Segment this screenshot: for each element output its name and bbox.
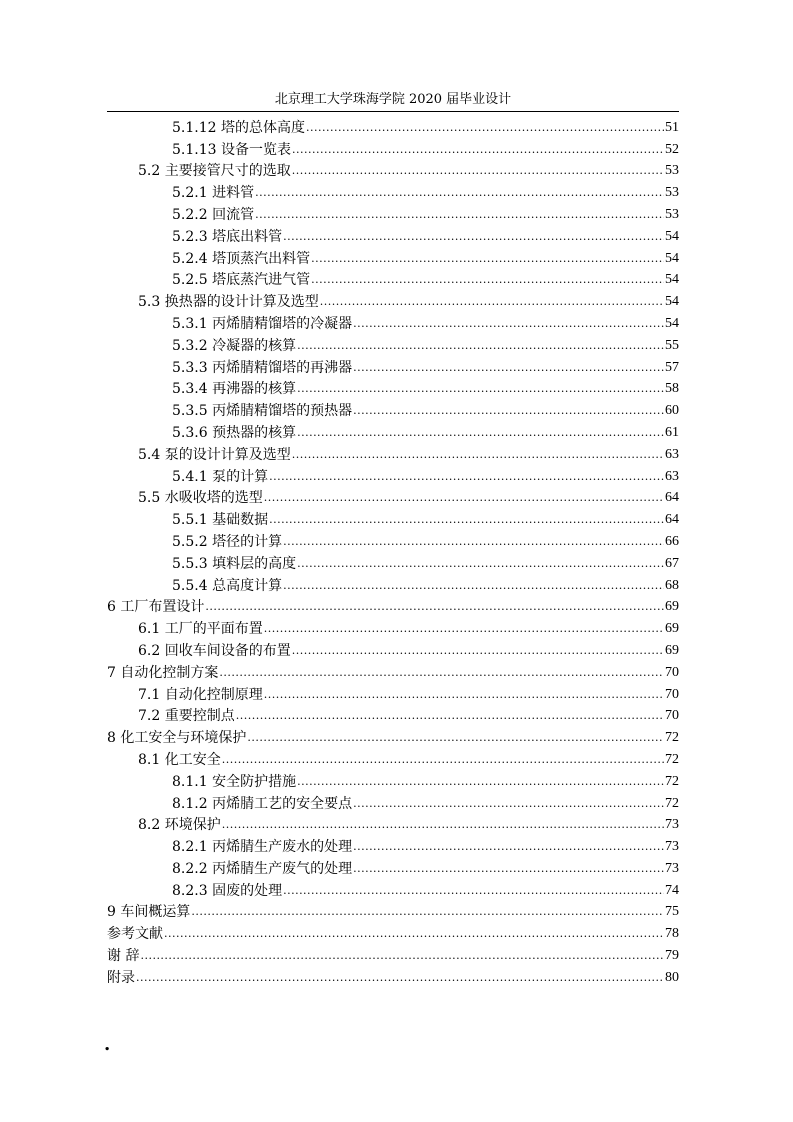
toc-entry-title: 5.2.3 塔底出料管 <box>172 228 283 245</box>
toc-entry-page: 53 <box>665 206 679 222</box>
toc-entry-page: 74 <box>665 882 679 898</box>
toc-entry[interactable] <box>107 660 679 682</box>
toc-leader-dots <box>353 317 664 331</box>
toc-entry-page: 72 <box>665 730 679 746</box>
toc-entry-page: 64 <box>665 512 679 528</box>
toc-entry-page: 60 <box>665 403 679 419</box>
toc-entry[interactable] <box>107 900 679 922</box>
toc-entry[interactable] <box>107 943 679 965</box>
toc-leader-dots <box>283 884 664 898</box>
toc-entry-title: 5.5.2 塔径的计算 <box>172 533 283 550</box>
table-of-contents <box>107 115 679 987</box>
toc-entry-page: 79 <box>665 948 679 964</box>
toc-entry[interactable] <box>107 878 679 900</box>
toc-entry-title: 5.2.4 塔顶蒸汽出料管 <box>172 250 311 267</box>
toc-entry[interactable] <box>107 289 679 311</box>
toc-entry-page: 64 <box>665 490 679 506</box>
toc-entry[interactable] <box>107 464 679 486</box>
toc-entry-title: 5.3.2 冷凝器的核算 <box>172 337 297 354</box>
toc-entry-title: 8.2.3 固废的处理 <box>172 882 283 899</box>
toc-entry-page: 72 <box>665 795 679 811</box>
toc-leader-dots <box>292 644 664 658</box>
toc-entry-page: 57 <box>665 359 679 375</box>
toc-leader-dots <box>320 295 664 309</box>
toc-entry-page: 69 <box>665 621 679 637</box>
toc-entry-page: 63 <box>665 468 679 484</box>
toc-entry-title: 7 自动化控制方案 <box>107 664 219 681</box>
toc-entry[interactable] <box>107 333 679 355</box>
toc-entry-title: 5.3 换热器的设计计算及选型 <box>138 294 319 311</box>
toc-entry[interactable] <box>107 638 679 660</box>
toc-leader-dots <box>353 797 664 811</box>
toc-entry[interactable] <box>107 725 679 747</box>
toc-leader-dots <box>311 252 664 266</box>
toc-entry[interactable] <box>107 856 679 878</box>
toc-entry-title: 6 工厂布置设计 <box>107 599 205 616</box>
toc-leader-dots <box>283 535 664 549</box>
toc-entry-page: 54 <box>665 315 679 331</box>
toc-leader-dots <box>205 600 664 614</box>
toc-leader-dots <box>164 927 664 941</box>
toc-leader-dots <box>292 448 664 462</box>
toc-entry[interactable] <box>107 180 679 202</box>
toc-entry-page: 53 <box>665 185 679 201</box>
toc-entry[interactable] <box>107 551 679 573</box>
toc-entry-page: 61 <box>665 424 679 440</box>
toc-leader-dots <box>311 273 664 287</box>
toc-entry-title: 7.1 自动化控制原理 <box>138 686 263 703</box>
toc-entry-page: 54 <box>665 228 679 244</box>
toc-leader-dots <box>191 905 664 919</box>
toc-entry-title: 5.4 泵的设计计算及选型 <box>138 446 291 463</box>
toc-entry[interactable] <box>107 224 679 246</box>
toc-entry-title: 8.2.1 丙烯腈生产废水的处理 <box>172 839 353 856</box>
toc-entry[interactable] <box>107 355 679 377</box>
toc-leader-dots <box>236 709 664 723</box>
toc-entry-page: 55 <box>665 337 679 353</box>
toc-entry-page: 70 <box>665 708 679 724</box>
toc-entry[interactable] <box>107 202 679 224</box>
toc-entry-title: 7.2 重要控制点 <box>138 708 235 725</box>
toc-entry[interactable] <box>107 398 679 420</box>
toc-leader-dots <box>255 208 664 222</box>
toc-entry-title: 8 化工安全与环境保护 <box>107 730 247 747</box>
toc-entry[interactable] <box>107 921 679 943</box>
toc-entry[interactable] <box>107 747 679 769</box>
toc-entry[interactable] <box>107 965 679 987</box>
toc-leader-dots <box>222 753 664 767</box>
toc-entry-page: 67 <box>665 555 679 571</box>
toc-entry-title: 5.2.1 进料管 <box>172 185 255 202</box>
toc-entry-title: 5.3.5 丙烯腈精馏塔的预热器 <box>172 403 353 420</box>
toc-entry-title: 5.3.6 预热器的核算 <box>172 424 297 441</box>
toc-leader-dots <box>283 579 664 593</box>
toc-entry-page: 69 <box>665 599 679 615</box>
toc-entry-page: 69 <box>665 642 679 658</box>
footer-mark: . <box>104 1034 111 1055</box>
toc-entry-title: 8.2 环境保护 <box>138 817 221 834</box>
toc-entry-page: 72 <box>665 751 679 767</box>
toc-leader-dots <box>222 818 664 832</box>
toc-entry[interactable] <box>107 769 679 791</box>
toc-entry-page: 80 <box>665 969 679 985</box>
toc-entry-page: 73 <box>665 839 679 855</box>
toc-entry[interactable] <box>107 813 679 835</box>
toc-leader-dots <box>269 513 664 527</box>
toc-entry-title: 5.5.4 总高度计算 <box>172 577 283 594</box>
toc-entry-title: 9 车间概运算 <box>107 904 191 921</box>
toc-entry-page: 54 <box>665 272 679 288</box>
toc-entry[interactable] <box>107 616 679 638</box>
toc-entry-page: 73 <box>665 817 679 833</box>
toc-entry-page: 52 <box>665 141 679 157</box>
toc-entry-page: 51 <box>665 119 679 135</box>
page-header-title: 北京理工大学珠海学院 2020 届毕业设计 <box>274 92 512 107</box>
toc-leader-dots <box>353 404 664 418</box>
toc-leader-dots <box>264 622 664 636</box>
toc-entry-title: 5.2.2 回流管 <box>172 206 255 223</box>
toc-entry-page: 72 <box>665 773 679 789</box>
toc-entry[interactable] <box>107 115 679 137</box>
toc-entry-title: 5.5.1 基础数据 <box>172 512 269 529</box>
toc-entry-title: 8.1.1 安全防护措施 <box>172 773 297 790</box>
toc-leader-dots <box>353 840 664 854</box>
toc-entry-title: 5.3.1 丙烯腈精馏塔的冷凝器 <box>172 315 353 332</box>
toc-leader-dots <box>140 949 664 963</box>
toc-entry[interactable] <box>107 137 679 159</box>
toc-entry[interactable] <box>107 529 679 551</box>
toc-entry[interactable] <box>107 420 679 442</box>
toc-entry-title: 谢 辞 <box>107 948 140 965</box>
toc-leader-dots <box>297 382 664 396</box>
toc-entry-title: 5.5.3 填料层的高度 <box>172 555 297 572</box>
toc-entry-title: 5.1.12 塔的总体高度 <box>172 119 305 136</box>
toc-entry[interactable] <box>107 834 679 856</box>
toc-entry[interactable] <box>107 377 679 399</box>
toc-entry-page: 75 <box>665 904 679 920</box>
toc-entry-title: 附录 <box>107 969 135 986</box>
toc-entry[interactable] <box>107 507 679 529</box>
toc-entry-page: 66 <box>665 533 679 549</box>
toc-entry-page: 68 <box>665 577 679 593</box>
toc-entry[interactable] <box>107 246 679 268</box>
toc-entry-title: 参考文献 <box>107 926 163 943</box>
toc-entry-title: 6.1 工厂的平面布置 <box>138 621 263 638</box>
toc-entry[interactable] <box>107 442 679 464</box>
toc-leader-dots <box>353 862 664 876</box>
toc-entry-title: 5.4.1 泵的计算 <box>172 468 269 485</box>
toc-leader-dots <box>264 688 664 702</box>
toc-entry[interactable] <box>107 573 679 595</box>
toc-entry-page: 78 <box>665 926 679 942</box>
toc-entry[interactable] <box>107 682 679 704</box>
toc-leader-dots <box>297 557 664 571</box>
toc-leader-dots <box>219 666 664 680</box>
toc-entry-title: 8.2.2 丙烯腈生产废气的处理 <box>172 860 353 877</box>
toc-entry-title: 8.1.2 丙烯腈工艺的安全要点 <box>172 795 353 812</box>
toc-entry-title: 5.3.3 丙烯腈精馏塔的再沸器 <box>172 359 353 376</box>
toc-leader-dots <box>255 186 664 200</box>
toc-leader-dots <box>297 775 664 789</box>
toc-entry-title: 5.2 主要接管尺寸的选取 <box>138 163 291 180</box>
toc-entry-title: 8.1 化工安全 <box>138 751 221 768</box>
toc-leader-dots <box>136 971 664 985</box>
toc-entry[interactable] <box>107 704 679 726</box>
toc-entry-page: 63 <box>665 446 679 462</box>
toc-entry-page: 54 <box>665 294 679 310</box>
toc-entry[interactable] <box>107 486 679 508</box>
toc-leader-dots <box>292 143 664 157</box>
toc-leader-dots <box>297 339 664 353</box>
toc-leader-dots <box>247 731 664 745</box>
toc-leader-dots <box>297 426 664 440</box>
toc-leader-dots <box>264 491 664 505</box>
toc-entry-page: 70 <box>665 686 679 702</box>
header-divider <box>107 111 679 112</box>
toc-leader-dots <box>353 361 664 375</box>
toc-leader-dots <box>306 121 664 135</box>
toc-entry-title: 5.3.4 再沸器的核算 <box>172 381 297 398</box>
toc-entry-page: 53 <box>665 163 679 179</box>
toc-leader-dots <box>292 164 664 178</box>
toc-leader-dots <box>283 230 664 244</box>
toc-entry[interactable] <box>107 791 679 813</box>
toc-entry-page: 73 <box>665 860 679 876</box>
toc-entry[interactable] <box>107 595 679 617</box>
toc-entry[interactable] <box>107 159 679 181</box>
toc-entry-page: 54 <box>665 250 679 266</box>
toc-entry-page: 70 <box>665 664 679 680</box>
toc-entry-page: 58 <box>665 381 679 397</box>
toc-entry-title: 6.2 回收车间设备的布置 <box>138 642 291 659</box>
toc-entry-title: 5.2.5 塔底蒸汽进气管 <box>172 272 311 289</box>
toc-entry[interactable] <box>107 268 679 290</box>
toc-entry[interactable] <box>107 311 679 333</box>
toc-leader-dots <box>269 470 664 484</box>
toc-entry-title: 5.5 水吸收塔的选型 <box>138 490 263 507</box>
toc-entry-title: 5.1.13 设备一览表 <box>172 141 291 158</box>
